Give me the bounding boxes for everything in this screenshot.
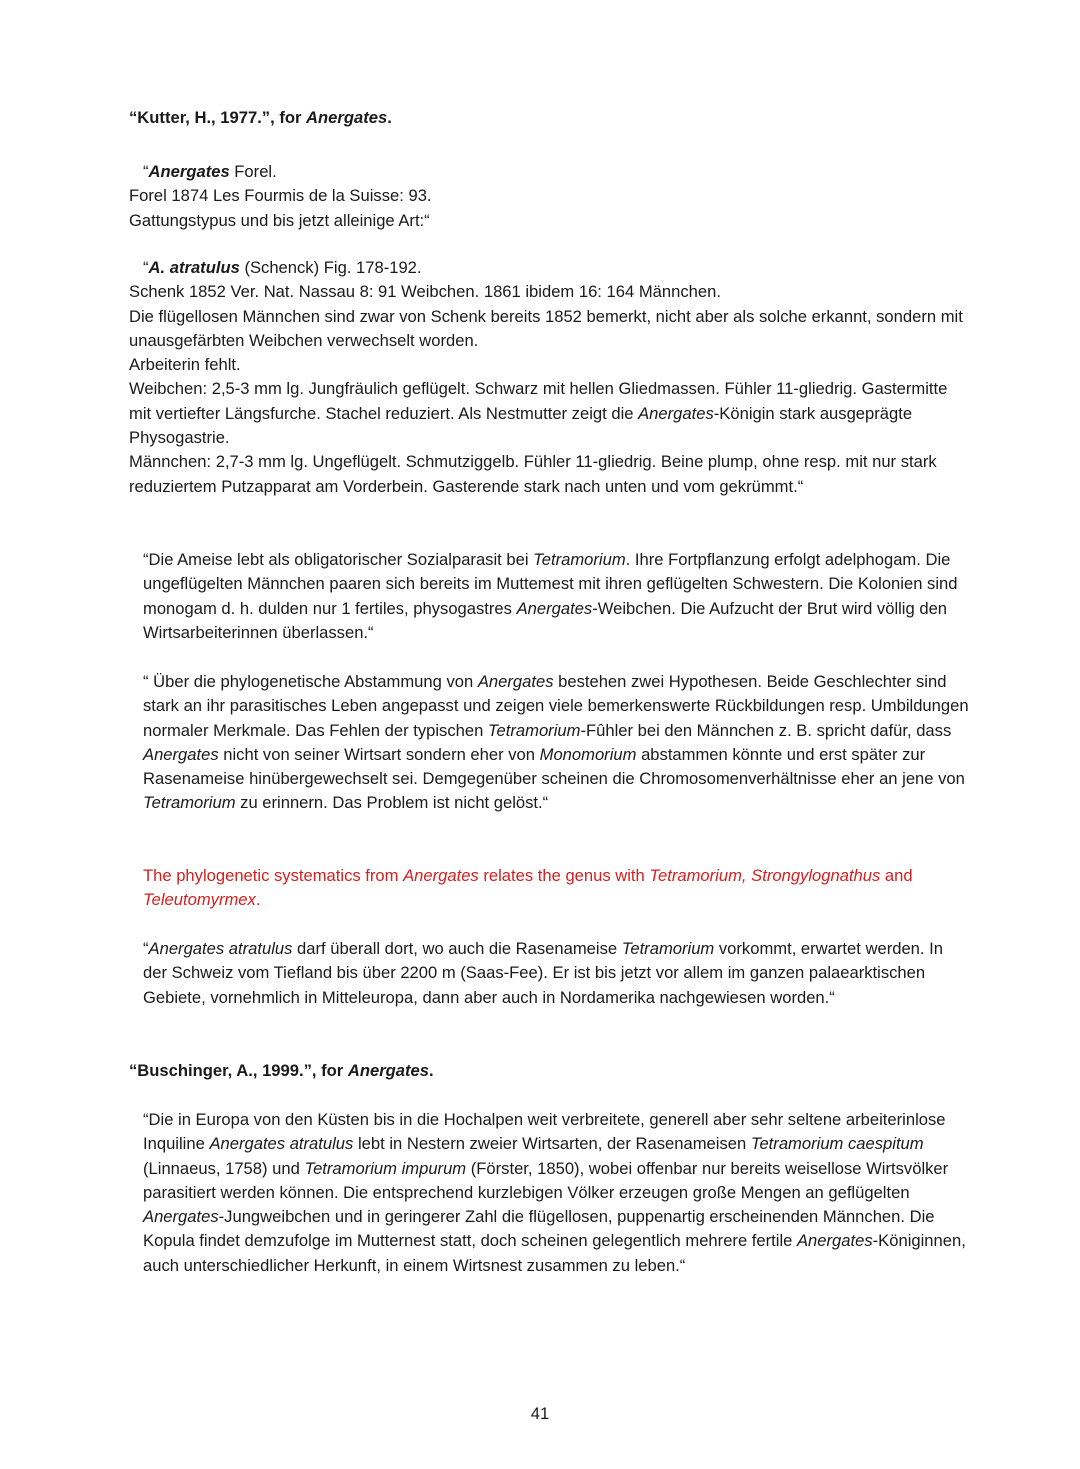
text-run: -Königin stark ausgeprägte Physogastrie.	[129, 403, 913, 448]
genus-name: Tetramorium	[621, 939, 715, 958]
species-name: A. atratulus	[148, 258, 240, 277]
genus-name: Teleutomyrmex	[143, 890, 256, 910]
heading-text: .	[429, 1061, 434, 1080]
quote-mark: “	[143, 939, 149, 958]
text-run: -Jungweibchen und in geringerer Zahl die flügellosen, puppenartig erscheinenden Männchen. Die Kopula findet demzufolge im Mutternest statt, doch scheinen gelegentlich mehrere fertile	[143, 1207, 935, 1251]
text-run: zu erinnern. Das Problem ist nicht gelöst.“	[235, 793, 549, 813]
genus-name: Anergates	[796, 1231, 873, 1251]
page-number: 41	[530, 1404, 550, 1423]
genus-name: Anergates	[148, 162, 230, 181]
section-heading	[129, 1059, 969, 1083]
heading-text: “Buschinger, A., 1999.”, for	[129, 1061, 348, 1080]
text-run: relates the genus with	[478, 866, 650, 885]
genus-name: Tetramorium	[143, 793, 236, 813]
quote-mark: “	[143, 162, 149, 181]
genus-name: Anergates	[143, 744, 219, 764]
paragraph	[129, 670, 969, 816]
paragraph-distribution	[129, 937, 969, 1010]
species-line	[129, 256, 969, 280]
buschinger-heading	[129, 1059, 969, 1083]
species-name: Anergates atratulus	[148, 939, 293, 958]
species-name: Tetramorium caespitum	[750, 1134, 924, 1154]
genus-name: Anergates	[516, 598, 593, 618]
text-run: bestehen zwei Hypothesen. Beide Geschlechter sind stark an ihr parasitisches Leben angepasst und zeigen viele bemerkenswerte Rückbildungen resp. Umbildungen normaler Merkmale. Das Fehlen der typischen	[143, 672, 969, 740]
paragraph-biology	[129, 548, 969, 645]
text-run: -Königinnen, auch unterschiedlicher Herkunft, in einem Wirtsnest zusammen zu leben.“	[143, 1231, 966, 1275]
genus-name: Strongylognathus	[751, 866, 881, 885]
species-block	[129, 256, 969, 499]
paragraph	[129, 937, 969, 1010]
text-run: and	[880, 866, 913, 885]
genus-name: Anergates	[306, 108, 388, 127]
text-run: The phylogenetic systematics from	[143, 866, 404, 885]
note-paragraph	[129, 864, 969, 913]
text-run: “Die in Europa von den Küsten bis in die Hochalpen weit verbreitete, generell aber sehr seltene arbeiterinlose Inquiline	[143, 1110, 946, 1154]
genus-name: Monomorium	[539, 744, 637, 764]
text-run: “ Über die phylogenetische Abstammung von	[143, 672, 478, 691]
text-run: -Weibchen. Die Aufzucht der Brut wird völlig den Wirtsarbeiterinnen überlassen.“	[143, 598, 948, 642]
text-run: Weibchen: 2,5-3 mm lg. Jungfräulich geflügelt. Schwarz mit hellen Gliedmassen. Fühler 11-gliedrig. Gastermitte mit vertiefter Längsfurche. Stachel reduziert. Als Nestmutter zeigt die	[129, 379, 948, 423]
reference-line: Gattungstypus und bis jetzt alleinige Art:“	[129, 210, 430, 230]
genus-name: Anergates	[638, 403, 714, 423]
editor-note	[129, 864, 969, 913]
genus-name: Tetramorium	[487, 720, 581, 740]
paragraph	[129, 1108, 969, 1278]
description-line: Die flügellosen Männchen sind zwar von Schenk bereits 1852 bemerkt, nicht aber als solche erkannt, sondern mit unausgefärbten Weibchen verwechselt worden.	[129, 306, 963, 350]
reference-line: Schenk 1852 Ver. Nat. Nassau 8: 91 Weibchen. 1861 ibidem 16: 164 Männchen.	[129, 282, 721, 302]
paragraph	[129, 548, 969, 645]
genus-name: Tetramorium,	[649, 866, 747, 885]
female-description	[129, 377, 969, 450]
text-run: . Ihre Fortpflanzung erfolgt adelphogam. Die ungeflügelten Männchen paaren sich bereits im Muttemest mit ihren geflügelten Schwestern. Die Kolonien sind monogam d. h. dulden nur 1 fertiles, physogastres	[143, 550, 958, 618]
author-text: Forel.	[229, 162, 277, 181]
quote-mark: “	[143, 258, 149, 277]
text-run: lebt in Nestern zweier Wirtsarten, der Rasenameisen	[353, 1134, 751, 1154]
genus-name: Anergates	[477, 672, 554, 691]
heading-text: .	[387, 108, 392, 127]
species-name: Anergates atratulus	[209, 1134, 354, 1154]
reference-line: Forel 1874 Les Fourmis de la Suisse: 93.	[129, 186, 432, 206]
genus-block	[129, 160, 969, 233]
section-heading	[129, 106, 969, 130]
paragraph-phylogeny	[129, 670, 969, 816]
genus-name: Anergates	[347, 1061, 430, 1080]
text-run: vorkommt, erwartet werden. In der Schweiz vom Tiefland bis über 2200 m (Saas-Fee). Er ist bis jetzt vor allem im ganzen palaearktischen Gebiete, vornehmlich in Mitteleuropa, dann aber auch in Nordamerika nachgewiesen worden.“	[143, 939, 943, 1007]
genus-name: Anergates	[143, 1207, 219, 1227]
text-run: abstammen könnte und erst später zur Rasenameise hinübergewechselt sei. Demgegenüber scheinen die Chromosomenverhältnisse eher an jene von	[143, 744, 965, 789]
kutter-heading	[129, 106, 969, 130]
text-run: .	[255, 890, 261, 910]
author-text: (Schenck) Fig. 178-192.	[239, 258, 422, 277]
text-run: -Fûhler bei den Männchen z. B. spricht dafür, dass	[580, 720, 952, 740]
heading-text: “Kutter, H., 1977.”, for	[129, 108, 307, 127]
male-description: Männchen: 2,7-3 mm lg. Ungeflügelt. Schmutziggelb. Fühler 11-gliedrig. Beine plump, ohne resp. mit nur stark reduziertem Putzapparat am Vorderbein. Gasterende stark nach unten und vom gekrümmt.“	[129, 452, 937, 496]
genus-name: Anergates	[403, 866, 479, 885]
paragraph-buschinger	[129, 1108, 969, 1278]
text-run: (Förster, 1850), wobei offenbar nur bereits weisellose Wirtsvölker parasitiert werden können. Die entsprechend kurzlebigen Völker erzeugen große Mengen an geflügelten	[143, 1158, 949, 1202]
text-run: nicht von seiner Wirtsart sondern eher von	[218, 744, 540, 764]
genus-name: Tetramorium	[533, 550, 626, 569]
text-run: “Die Ameise lebt als obligatorischer Sozialparasit bei	[143, 550, 534, 569]
description-line: Arbeiterin fehlt.	[129, 355, 241, 375]
text-run: (Linnaeus, 1758) und	[143, 1158, 305, 1178]
species-name: Tetramorium impurum	[304, 1158, 467, 1178]
text-run: darf überall dort, wo auch die Rasenameise	[292, 939, 622, 958]
genus-line	[129, 160, 969, 184]
